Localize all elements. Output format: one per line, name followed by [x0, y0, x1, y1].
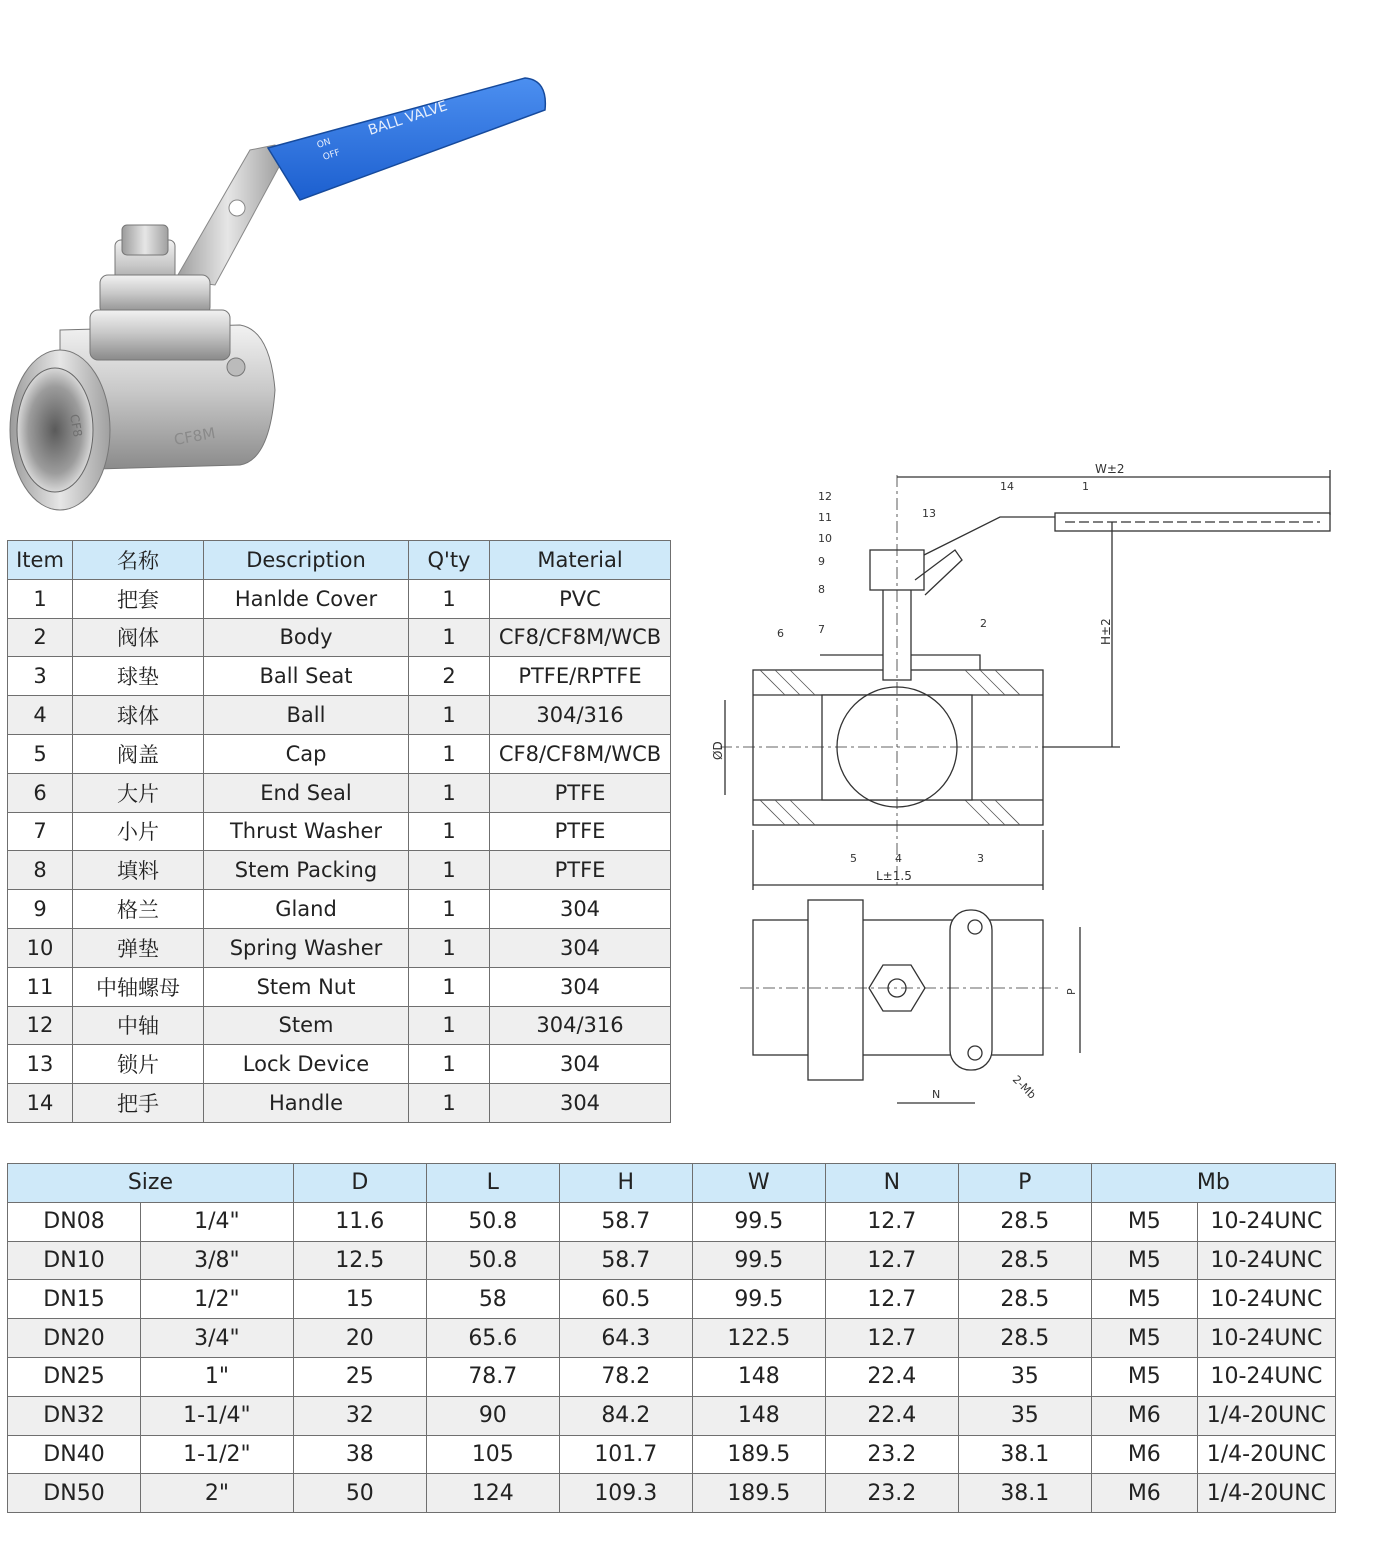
cell: 60.5	[559, 1280, 692, 1319]
cell: 28.5	[958, 1319, 1091, 1358]
cell: DN08	[8, 1202, 141, 1241]
cell: Cap	[204, 734, 409, 773]
cell: Gland	[204, 890, 409, 929]
callout-3: 3	[977, 852, 984, 865]
cell: 1/2"	[141, 1280, 294, 1319]
cell: 304	[490, 890, 671, 929]
cell: Ball	[204, 696, 409, 735]
cell: 28.5	[958, 1202, 1091, 1241]
header-w: W	[692, 1164, 825, 1203]
table-row	[8, 1006, 671, 1045]
cell: 1/4-20UNC	[1197, 1396, 1335, 1435]
table-row	[8, 1474, 1336, 1513]
cell: 1	[409, 928, 490, 967]
cell: 10-24UNC	[1197, 1357, 1335, 1396]
header-n: N	[825, 1164, 958, 1203]
cell: DN20	[8, 1319, 141, 1358]
table-row	[8, 1357, 1336, 1396]
cell: 7	[8, 812, 73, 851]
cell: 38.1	[958, 1435, 1091, 1474]
cell: 78.2	[559, 1357, 692, 1396]
cell: 14	[8, 1084, 73, 1123]
cell: 填料	[73, 851, 204, 890]
cell: 28.5	[958, 1280, 1091, 1319]
cell: 1"	[141, 1357, 294, 1396]
cell: 球体	[73, 696, 204, 735]
cell: 大片	[73, 773, 204, 812]
cell: 20	[293, 1319, 426, 1358]
cell: 11	[8, 967, 73, 1006]
cell: 58.7	[559, 1241, 692, 1280]
parts-table	[7, 540, 671, 1123]
parts-header-row	[8, 541, 671, 580]
cell: 304	[490, 928, 671, 967]
cell: 35	[958, 1357, 1091, 1396]
callout-10: 10	[818, 532, 832, 545]
cell: 小片	[73, 812, 204, 851]
cell: 弹垫	[73, 928, 204, 967]
cell: 1	[409, 1006, 490, 1045]
cell: Spring Washer	[204, 928, 409, 967]
cell: 25	[293, 1357, 426, 1396]
cell: 122.5	[692, 1319, 825, 1358]
cell: 58.7	[559, 1202, 692, 1241]
cell: 1	[409, 890, 490, 929]
dims-header-row	[8, 1164, 1336, 1203]
cell: 球垫	[73, 657, 204, 696]
cell: 2	[8, 618, 73, 657]
cell: DN10	[8, 1241, 141, 1280]
cell: Stem	[204, 1006, 409, 1045]
cell: M6	[1091, 1435, 1197, 1474]
cell: 124	[426, 1474, 559, 1513]
cell: 23.2	[825, 1474, 958, 1513]
header-p: P	[958, 1164, 1091, 1203]
cell: 28.5	[958, 1241, 1091, 1280]
cell: 22.4	[825, 1396, 958, 1435]
cell: 148	[692, 1357, 825, 1396]
cell: 10-24UNC	[1197, 1280, 1335, 1319]
cell: 10-24UNC	[1197, 1241, 1335, 1280]
cell: 105	[426, 1435, 559, 1474]
cell: 2"	[141, 1474, 294, 1513]
cell: 1/4-20UNC	[1197, 1435, 1335, 1474]
cell: 2	[409, 657, 490, 696]
cell: 把手	[73, 1084, 204, 1123]
handle-text: BALL VALVE	[366, 98, 450, 139]
callout-2: 2	[980, 617, 987, 630]
cell: 23.2	[825, 1435, 958, 1474]
header-material: Material	[490, 541, 671, 580]
cell: M5	[1091, 1280, 1197, 1319]
cell: Ball Seat	[204, 657, 409, 696]
cell: 304	[490, 1045, 671, 1084]
cell: DN15	[8, 1280, 141, 1319]
cell: 1/4"	[141, 1202, 294, 1241]
cell: 90	[426, 1396, 559, 1435]
table-row	[8, 890, 671, 929]
callout-9: 9	[818, 555, 825, 568]
cell: 304/316	[490, 696, 671, 735]
cell: 12.5	[293, 1241, 426, 1280]
dimensions-table	[7, 1163, 1336, 1513]
cell: 中轴螺母	[73, 967, 204, 1006]
cell: 50.8	[426, 1241, 559, 1280]
header-item: Item	[8, 541, 73, 580]
cell: 1	[409, 851, 490, 890]
cell: PTFE/RPTFE	[490, 657, 671, 696]
table-row	[8, 773, 671, 812]
cell: 22.4	[825, 1357, 958, 1396]
cell: 304	[490, 967, 671, 1006]
cell: CF8/CF8M/WCB	[490, 734, 671, 773]
cell: 84.2	[559, 1396, 692, 1435]
cell: 38.1	[958, 1474, 1091, 1513]
cell: 6	[8, 773, 73, 812]
cell: 1	[409, 1084, 490, 1123]
table-row	[8, 1280, 1336, 1319]
cell: 10-24UNC	[1197, 1202, 1335, 1241]
cell: 阀盖	[73, 734, 204, 773]
cell: 1/4-20UNC	[1197, 1474, 1335, 1513]
cell: 78.7	[426, 1357, 559, 1396]
cell: 189.5	[692, 1435, 825, 1474]
body-text: CF8M	[172, 423, 217, 449]
cell: 64.3	[559, 1319, 692, 1358]
cell: 50.8	[426, 1202, 559, 1241]
cell: M5	[1091, 1319, 1197, 1358]
dim-n: N	[932, 1088, 941, 1101]
cell: 1	[409, 812, 490, 851]
cell: 12.7	[825, 1202, 958, 1241]
cell: 12	[8, 1006, 73, 1045]
cell: 8	[8, 851, 73, 890]
cell: 3/8"	[141, 1241, 294, 1280]
table-row	[8, 1241, 1336, 1280]
cell: 189.5	[692, 1474, 825, 1513]
ball-valve-photo	[0, 70, 560, 520]
table-row	[8, 618, 671, 657]
cell: 5	[8, 734, 73, 773]
table-row	[8, 928, 671, 967]
table-row	[8, 579, 671, 618]
cell: 12.7	[825, 1241, 958, 1280]
off-text: OFF	[321, 147, 342, 163]
callout-13: 13	[922, 507, 936, 520]
cell: DN40	[8, 1435, 141, 1474]
cell: 把套	[73, 579, 204, 618]
cell: 阀体	[73, 618, 204, 657]
table-row	[8, 1396, 1336, 1435]
cell: 3/4"	[141, 1319, 294, 1358]
table-row	[8, 812, 671, 851]
cell: PTFE	[490, 812, 671, 851]
cell: 1	[409, 1045, 490, 1084]
callout-5: 5	[850, 852, 857, 865]
cell: 1	[409, 967, 490, 1006]
cell: Body	[204, 618, 409, 657]
header-h: H	[559, 1164, 692, 1203]
cell: 35	[958, 1396, 1091, 1435]
cell: 1	[409, 579, 490, 618]
cell: 1	[409, 696, 490, 735]
cell: 9	[8, 890, 73, 929]
cell: Lock Device	[204, 1045, 409, 1084]
table-row	[8, 1084, 671, 1123]
cell: M5	[1091, 1241, 1197, 1280]
ball-valve-drawing	[700, 455, 1360, 1115]
cell: Stem Nut	[204, 967, 409, 1006]
table-row	[8, 696, 671, 735]
callout-14: 14	[1000, 480, 1014, 493]
header-l: L	[426, 1164, 559, 1203]
dim-mb: 2-Mb	[1009, 1072, 1039, 1102]
cell: 32	[293, 1396, 426, 1435]
cell: 99.5	[692, 1280, 825, 1319]
cell: 12.7	[825, 1280, 958, 1319]
table-row	[8, 967, 671, 1006]
cell: 148	[692, 1396, 825, 1435]
cell: 58	[426, 1280, 559, 1319]
cell: 1	[409, 618, 490, 657]
header-d: D	[293, 1164, 426, 1203]
callout-4: 4	[895, 852, 902, 865]
cell: M6	[1091, 1474, 1197, 1513]
dim-p: P	[1065, 988, 1078, 995]
cell: End Seal	[204, 773, 409, 812]
table-row	[8, 1435, 1336, 1474]
cell: 1	[409, 734, 490, 773]
callout-7: 7	[818, 623, 825, 636]
cell: Thrust Washer	[204, 812, 409, 851]
end-text: CF8	[67, 413, 85, 439]
cell: Handle	[204, 1084, 409, 1123]
dim-l: L±1.5	[876, 869, 912, 883]
cell: 1	[8, 579, 73, 618]
cell: M5	[1091, 1357, 1197, 1396]
cell: 1-1/2"	[141, 1435, 294, 1474]
cell: M5	[1091, 1202, 1197, 1241]
cell: 1-1/4"	[141, 1396, 294, 1435]
header-name-cn: 名称	[73, 541, 204, 580]
cell: 13	[8, 1045, 73, 1084]
dim-w: W±2	[1095, 462, 1125, 476]
cell: 12.7	[825, 1319, 958, 1358]
cell: 10	[8, 928, 73, 967]
header-description: Description	[204, 541, 409, 580]
cell: 99.5	[692, 1241, 825, 1280]
callout-11: 11	[818, 511, 832, 524]
cell: PVC	[490, 579, 671, 618]
dim-d: ØD	[711, 741, 725, 760]
cell: 101.7	[559, 1435, 692, 1474]
cell: 3	[8, 657, 73, 696]
cell: 65.6	[426, 1319, 559, 1358]
cell: PTFE	[490, 851, 671, 890]
table-row	[8, 1319, 1336, 1358]
cell: 304/316	[490, 1006, 671, 1045]
cell: 锁片	[73, 1045, 204, 1084]
cell: 11.6	[293, 1202, 426, 1241]
cell: CF8/CF8M/WCB	[490, 618, 671, 657]
table-row	[8, 657, 671, 696]
on-text: ON	[315, 137, 333, 151]
callout-12: 12	[818, 490, 832, 503]
header-qty: Q'ty	[409, 541, 490, 580]
table-row	[8, 1202, 1336, 1241]
cell: Stem Packing	[204, 851, 409, 890]
cell: DN25	[8, 1357, 141, 1396]
cell: 109.3	[559, 1474, 692, 1513]
dim-h: H±2	[1099, 618, 1113, 645]
cell: PTFE	[490, 773, 671, 812]
table-row	[8, 851, 671, 890]
cell: 99.5	[692, 1202, 825, 1241]
cell: 15	[293, 1280, 426, 1319]
callout-1: 1	[1082, 480, 1089, 493]
callout-6: 6	[777, 627, 784, 640]
table-row	[8, 734, 671, 773]
cell: DN50	[8, 1474, 141, 1513]
cell: 格兰	[73, 890, 204, 929]
cell: DN32	[8, 1396, 141, 1435]
cell: M6	[1091, 1396, 1197, 1435]
table-row	[8, 1045, 671, 1084]
cell: 50	[293, 1474, 426, 1513]
cell: 4	[8, 696, 73, 735]
cell: Hanlde Cover	[204, 579, 409, 618]
cell: 10-24UNC	[1197, 1319, 1335, 1358]
header-size: Size	[8, 1164, 294, 1203]
cell: 38	[293, 1435, 426, 1474]
cell: 1	[409, 773, 490, 812]
callout-8: 8	[818, 583, 825, 596]
header-mb: Mb	[1091, 1164, 1335, 1203]
cell: 中轴	[73, 1006, 204, 1045]
cell: 304	[490, 1084, 671, 1123]
